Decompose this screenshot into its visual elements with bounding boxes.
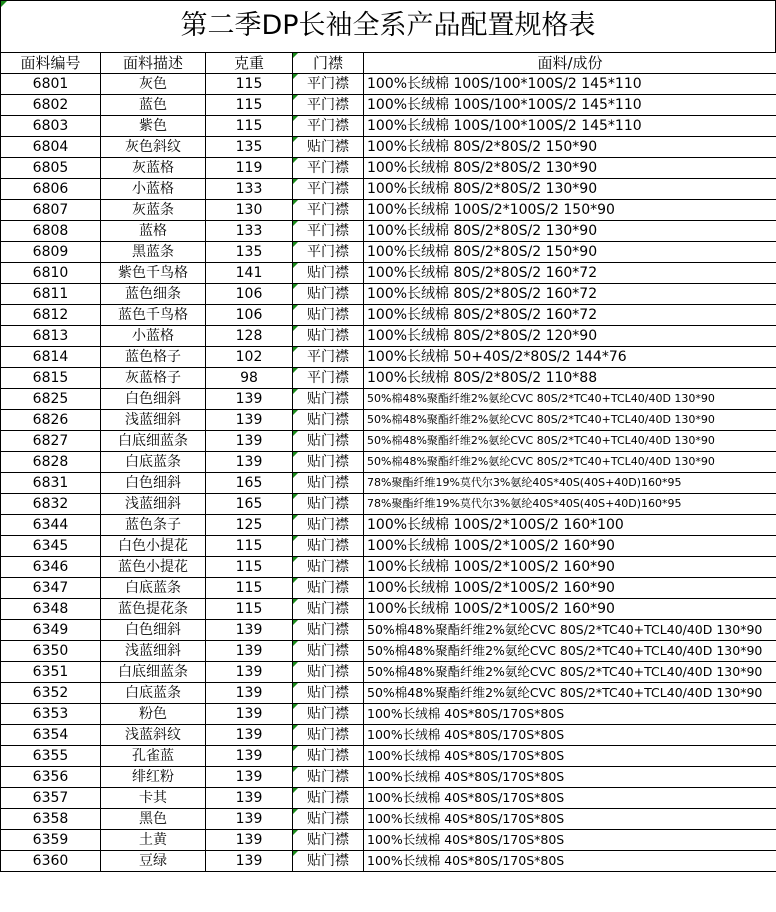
cell-weight[interactable]: 139 bbox=[206, 851, 293, 872]
table-row bbox=[1, 830, 776, 851]
cell-desc[interactable]: 蓝色格子 bbox=[101, 347, 206, 368]
cell-code[interactable]: 6345 bbox=[1, 536, 101, 557]
cell-desc[interactable]: 黑蓝条 bbox=[101, 242, 206, 263]
cell-desc[interactable]: 白色细斜 bbox=[101, 389, 206, 410]
table-row bbox=[1, 74, 776, 95]
table-row bbox=[1, 473, 776, 494]
cell-door[interactable]: 平门襟 bbox=[293, 347, 364, 368]
table-title: 第二季DP长袖全系产品配置规格表 bbox=[180, 10, 596, 41]
cell-comp[interactable]: 100%长绒棉 40S*80S/170S*80S bbox=[364, 767, 776, 788]
table-row bbox=[1, 284, 776, 305]
cell-door[interactable]: 贴门襟 bbox=[293, 578, 364, 599]
header-row bbox=[1, 53, 776, 74]
cell-weight[interactable]: 139 bbox=[206, 830, 293, 851]
cell-desc[interactable]: 小蓝格 bbox=[101, 179, 206, 200]
cell-desc[interactable]: 浅蓝细斜 bbox=[101, 410, 206, 431]
table-row bbox=[1, 599, 776, 620]
cell-desc[interactable]: 蓝色条子 bbox=[101, 515, 206, 536]
cell-door[interactable]: 贴门襟 bbox=[293, 389, 364, 410]
cell-weight[interactable]: 139 bbox=[206, 683, 293, 704]
cell-comp[interactable]: 100%长绒棉 100S/100*100S/2 145*110 bbox=[364, 95, 776, 116]
table-row bbox=[1, 767, 776, 788]
spec-table bbox=[0, 52, 776, 872]
cell-weight[interactable]: 98 bbox=[206, 368, 293, 389]
cell-desc[interactable]: 浅蓝斜纹 bbox=[101, 725, 206, 746]
table-row bbox=[1, 578, 776, 599]
cell-door[interactable]: 贴门襟 bbox=[293, 767, 364, 788]
cell-code[interactable]: 6804 bbox=[1, 137, 101, 158]
table-row bbox=[1, 494, 776, 515]
cell-code[interactable]: 6828 bbox=[1, 452, 101, 473]
cell-desc[interactable]: 蓝色千鸟格 bbox=[101, 305, 206, 326]
cell-weight[interactable]: 139 bbox=[206, 788, 293, 809]
table-row bbox=[1, 557, 776, 578]
cell-weight[interactable]: 139 bbox=[206, 704, 293, 725]
cell-comp[interactable]: 100%长绒棉 40S*80S/170S*80S bbox=[364, 725, 776, 746]
cell-door[interactable]: 贴门襟 bbox=[293, 284, 364, 305]
cell-weight[interactable]: 139 bbox=[206, 725, 293, 746]
cell-code[interactable]: 6352 bbox=[1, 683, 101, 704]
cell-comp[interactable]: 100%长绒棉 100S/2*100S/2 160*90 bbox=[364, 578, 776, 599]
cell-comp[interactable]: 100%长绒棉 50+40S/2*80S/2 144*76 bbox=[364, 347, 776, 368]
cell-weight[interactable]: 139 bbox=[206, 641, 293, 662]
cell-comp[interactable]: 100%长绒棉 100S/2*100S/2 150*90 bbox=[364, 200, 776, 221]
header-door[interactable]: 门襟 bbox=[293, 53, 364, 74]
cell-weight[interactable]: 139 bbox=[206, 809, 293, 830]
cell-comp[interactable]: 100%长绒棉 100S/2*100S/2 160*90 bbox=[364, 536, 776, 557]
cell-door[interactable]: 贴门襟 bbox=[293, 746, 364, 767]
cell-code[interactable]: 6831 bbox=[1, 473, 101, 494]
cell-comp[interactable]: 100%长绒棉 80S/2*80S/2 150*90 bbox=[364, 137, 776, 158]
header-weight[interactable]: 克重 bbox=[206, 53, 293, 74]
table-row bbox=[1, 158, 776, 179]
cell-desc[interactable]: 白色细斜 bbox=[101, 473, 206, 494]
cell-weight[interactable]: 115 bbox=[206, 557, 293, 578]
table-row bbox=[1, 704, 776, 725]
cell-weight[interactable]: 139 bbox=[206, 431, 293, 452]
cell-weight[interactable]: 115 bbox=[206, 74, 293, 95]
cell-code[interactable]: 6807 bbox=[1, 200, 101, 221]
cell-weight[interactable]: 115 bbox=[206, 599, 293, 620]
table-row bbox=[1, 347, 776, 368]
cell-desc[interactable]: 白底蓝条 bbox=[101, 578, 206, 599]
cell-desc[interactable]: 白底细蓝条 bbox=[101, 662, 206, 683]
cell-code[interactable]: 6810 bbox=[1, 263, 101, 284]
table-row bbox=[1, 788, 776, 809]
cell-door[interactable]: 贴门襟 bbox=[293, 473, 364, 494]
cell-comp[interactable]: 50%棉48%聚酯纤维2%氨纶CVC 80S/2*TC40+TCL40/40D 130*90 bbox=[364, 683, 776, 704]
cell-code[interactable]: 6826 bbox=[1, 410, 101, 431]
cell-comp[interactable]: 100%长绒棉 40S*80S/170S*80S bbox=[364, 788, 776, 809]
cell-code[interactable]: 6346 bbox=[1, 557, 101, 578]
cell-desc[interactable]: 白色细斜 bbox=[101, 620, 206, 641]
table-row bbox=[1, 368, 776, 389]
cell-desc[interactable]: 浅蓝细斜 bbox=[101, 641, 206, 662]
cell-comp[interactable]: 100%长绒棉 40S*80S/170S*80S bbox=[364, 746, 776, 767]
table-row bbox=[1, 116, 776, 137]
cell-weight[interactable]: 141 bbox=[206, 263, 293, 284]
cell-door[interactable]: 贴门襟 bbox=[293, 851, 364, 872]
cell-door[interactable]: 贴门襟 bbox=[293, 557, 364, 578]
cell-comp[interactable]: 50%棉48%聚酯纤维2%氨纶CVC 80S/2*TC40+TCL40/40D 130*90 bbox=[364, 641, 776, 662]
table-row bbox=[1, 662, 776, 683]
cell-weight[interactable]: 115 bbox=[206, 578, 293, 599]
cell-comp[interactable]: 100%长绒棉 40S*80S/170S*80S bbox=[364, 809, 776, 830]
cell-code[interactable]: 6356 bbox=[1, 767, 101, 788]
table-row bbox=[1, 263, 776, 284]
cell-door[interactable]: 贴门襟 bbox=[293, 515, 364, 536]
cell-weight[interactable]: 115 bbox=[206, 116, 293, 137]
cell-door[interactable]: 贴门襟 bbox=[293, 137, 364, 158]
cell-desc[interactable]: 卡其 bbox=[101, 788, 206, 809]
cell-desc[interactable]: 白色小提花 bbox=[101, 536, 206, 557]
cell-desc[interactable]: 蓝色提花条 bbox=[101, 599, 206, 620]
cell-weight[interactable]: 133 bbox=[206, 221, 293, 242]
cell-code[interactable]: 6353 bbox=[1, 704, 101, 725]
cell-desc[interactable]: 白底蓝条 bbox=[101, 452, 206, 473]
cell-door[interactable]: 贴门襟 bbox=[293, 788, 364, 809]
cell-comp[interactable]: 50%棉48%聚酯纤维2%氨纶CVC 80S/2*TC40+TCL40/40D 130*90 bbox=[364, 431, 776, 452]
cell-door[interactable]: 贴门襟 bbox=[293, 809, 364, 830]
cell-weight[interactable]: 139 bbox=[206, 410, 293, 431]
cell-comp[interactable]: 100%长绒棉 100S/2*100S/2 160*90 bbox=[364, 557, 776, 578]
cell-desc[interactable]: 粉色 bbox=[101, 704, 206, 725]
cell-comp[interactable]: 100%长绒棉 100S/2*100S/2 160*100 bbox=[364, 515, 776, 536]
cell-weight[interactable]: 165 bbox=[206, 473, 293, 494]
cell-comp[interactable]: 100%长绒棉 100S/100*100S/2 145*110 bbox=[364, 116, 776, 137]
cell-weight[interactable]: 139 bbox=[206, 620, 293, 641]
cell-comp[interactable]: 78%聚酯纤维19%莫代尔3%氨纶40S*40S(40S+40D)160*95 bbox=[364, 473, 776, 494]
cell-code[interactable]: 6357 bbox=[1, 788, 101, 809]
cell-desc[interactable]: 小蓝格 bbox=[101, 326, 206, 347]
cell-code[interactable]: 6347 bbox=[1, 578, 101, 599]
table-row bbox=[1, 536, 776, 557]
cell-weight[interactable]: 165 bbox=[206, 494, 293, 515]
cell-door[interactable]: 贴门襟 bbox=[293, 662, 364, 683]
table-row bbox=[1, 242, 776, 263]
cell-code[interactable]: 6815 bbox=[1, 368, 101, 389]
cell-comp[interactable]: 50%棉48%聚酯纤维2%氨纶CVC 80S/2*TC40+TCL40/40D 130*90 bbox=[364, 389, 776, 410]
cell-comp[interactable]: 100%长绒棉 80S/2*80S/2 130*90 bbox=[364, 179, 776, 200]
cell-weight[interactable]: 139 bbox=[206, 452, 293, 473]
cell-door[interactable]: 平门襟 bbox=[293, 242, 364, 263]
cell-weight[interactable]: 119 bbox=[206, 158, 293, 179]
cell-desc[interactable]: 灰色斜纹 bbox=[101, 137, 206, 158]
cell-door[interactable]: 平门襟 bbox=[293, 221, 364, 242]
cell-code[interactable]: 6809 bbox=[1, 242, 101, 263]
cell-door[interactable]: 贴门襟 bbox=[293, 263, 364, 284]
cell-code[interactable]: 6358 bbox=[1, 809, 101, 830]
table-row bbox=[1, 221, 776, 242]
cell-comp[interactable]: 100%长绒棉 80S/2*80S/2 160*72 bbox=[364, 263, 776, 284]
cell-code[interactable]: 6359 bbox=[1, 830, 101, 851]
cell-comp[interactable]: 100%长绒棉 80S/2*80S/2 150*90 bbox=[364, 242, 776, 263]
cell-desc[interactable]: 灰蓝格 bbox=[101, 158, 206, 179]
cell-desc[interactable]: 浅蓝细斜 bbox=[101, 494, 206, 515]
cell-weight[interactable]: 139 bbox=[206, 746, 293, 767]
cell-door[interactable]: 贴门襟 bbox=[293, 620, 364, 641]
cell-door[interactable]: 贴门襟 bbox=[293, 704, 364, 725]
table-row bbox=[1, 389, 776, 410]
header-desc[interactable]: 面料描述 bbox=[101, 53, 206, 74]
cell-door[interactable]: 贴门襟 bbox=[293, 452, 364, 473]
cell-weight[interactable]: 128 bbox=[206, 326, 293, 347]
cell-weight[interactable]: 115 bbox=[206, 536, 293, 557]
cell-code[interactable]: 6805 bbox=[1, 158, 101, 179]
cell-door[interactable]: 贴门襟 bbox=[293, 494, 364, 515]
cell-code[interactable]: 6812 bbox=[1, 305, 101, 326]
cell-code[interactable]: 6832 bbox=[1, 494, 101, 515]
cell-desc[interactable]: 孔雀蓝 bbox=[101, 746, 206, 767]
cell-weight[interactable]: 106 bbox=[206, 284, 293, 305]
cell-comp[interactable]: 100%长绒棉 80S/2*80S/2 110*88 bbox=[364, 368, 776, 389]
cell-code[interactable]: 6825 bbox=[1, 389, 101, 410]
cell-code[interactable]: 6814 bbox=[1, 347, 101, 368]
cell-door[interactable]: 贴门襟 bbox=[293, 410, 364, 431]
cell-weight[interactable]: 135 bbox=[206, 137, 293, 158]
cell-weight[interactable]: 102 bbox=[206, 347, 293, 368]
cell-code[interactable]: 6344 bbox=[1, 515, 101, 536]
cell-desc[interactable]: 土黄 bbox=[101, 830, 206, 851]
cell-code[interactable]: 6811 bbox=[1, 284, 101, 305]
cell-desc[interactable]: 绯红粉 bbox=[101, 767, 206, 788]
cell-desc[interactable]: 白底细蓝条 bbox=[101, 431, 206, 452]
cell-desc[interactable]: 灰蓝格子 bbox=[101, 368, 206, 389]
cell-code[interactable]: 6350 bbox=[1, 641, 101, 662]
cell-comp[interactable]: 100%长绒棉 40S*80S/170S*80S bbox=[364, 830, 776, 851]
cell-door[interactable]: 贴门襟 bbox=[293, 641, 364, 662]
cell-desc[interactable]: 紫色千鸟格 bbox=[101, 263, 206, 284]
cell-comp[interactable]: 100%长绒棉 80S/2*80S/2 160*72 bbox=[364, 284, 776, 305]
cell-comp[interactable]: 100%长绒棉 100S/100*100S/2 145*110 bbox=[364, 74, 776, 95]
cell-weight[interactable]: 139 bbox=[206, 662, 293, 683]
cell-comp[interactable]: 50%棉48%聚酯纤维2%氨纶CVC 80S/2*TC40+TCL40/40D 130*90 bbox=[364, 410, 776, 431]
cell-desc[interactable]: 黑色 bbox=[101, 809, 206, 830]
comment-marker-icon bbox=[1, 1, 7, 7]
cell-code[interactable]: 6349 bbox=[1, 620, 101, 641]
cell-door[interactable]: 贴门襟 bbox=[293, 725, 364, 746]
header-comp[interactable]: 面料/成份 bbox=[364, 53, 776, 74]
cell-comp[interactable]: 50%棉48%聚酯纤维2%氨纶CVC 80S/2*TC40+TCL40/40D 130*90 bbox=[364, 620, 776, 641]
cell-desc[interactable]: 蓝色细条 bbox=[101, 284, 206, 305]
cell-desc[interactable]: 白底蓝条 bbox=[101, 683, 206, 704]
table-title-cell[interactable] bbox=[0, 0, 776, 52]
header-code[interactable]: 面料编号 bbox=[1, 53, 101, 74]
table-row bbox=[1, 725, 776, 746]
cell-door[interactable]: 贴门襟 bbox=[293, 305, 364, 326]
cell-comp[interactable]: 100%长绒棉 80S/2*80S/2 120*90 bbox=[364, 326, 776, 347]
cell-code[interactable]: 6803 bbox=[1, 116, 101, 137]
cell-weight[interactable]: 135 bbox=[206, 242, 293, 263]
cell-desc[interactable]: 蓝色小提花 bbox=[101, 557, 206, 578]
cell-code[interactable]: 6355 bbox=[1, 746, 101, 767]
table-row bbox=[1, 326, 776, 347]
cell-comp[interactable]: 100%长绒棉 40S*80S/170S*80S bbox=[364, 851, 776, 872]
table-row bbox=[1, 305, 776, 326]
table-row bbox=[1, 851, 776, 872]
cell-weight[interactable]: 106 bbox=[206, 305, 293, 326]
cell-comp[interactable]: 100%长绒棉 80S/2*80S/2 130*90 bbox=[364, 221, 776, 242]
cell-door[interactable]: 贴门襟 bbox=[293, 683, 364, 704]
cell-code[interactable]: 6801 bbox=[1, 74, 101, 95]
cell-door[interactable]: 贴门襟 bbox=[293, 830, 364, 851]
cell-weight[interactable]: 115 bbox=[206, 95, 293, 116]
cell-weight[interactable]: 130 bbox=[206, 200, 293, 221]
cell-code[interactable]: 6808 bbox=[1, 221, 101, 242]
table-row bbox=[1, 452, 776, 473]
cell-code[interactable]: 6360 bbox=[1, 851, 101, 872]
cell-comp[interactable]: 50%棉48%聚酯纤维2%氨纶CVC 80S/2*TC40+TCL40/40D 130*90 bbox=[364, 662, 776, 683]
table-row bbox=[1, 200, 776, 221]
cell-code[interactable]: 6813 bbox=[1, 326, 101, 347]
cell-code[interactable]: 6806 bbox=[1, 179, 101, 200]
cell-door[interactable]: 平门襟 bbox=[293, 158, 364, 179]
table-row bbox=[1, 641, 776, 662]
cell-comp[interactable]: 50%棉48%聚酯纤维2%氨纶CVC 80S/2*TC40+TCL40/40D 130*90 bbox=[364, 452, 776, 473]
table-row bbox=[1, 179, 776, 200]
cell-desc[interactable]: 灰蓝条 bbox=[101, 200, 206, 221]
cell-code[interactable]: 6802 bbox=[1, 95, 101, 116]
cell-door[interactable]: 平门襟 bbox=[293, 200, 364, 221]
table-row bbox=[1, 809, 776, 830]
cell-weight[interactable]: 139 bbox=[206, 389, 293, 410]
cell-door[interactable]: 平门襟 bbox=[293, 368, 364, 389]
table-row bbox=[1, 95, 776, 116]
cell-desc[interactable]: 豆绿 bbox=[101, 851, 206, 872]
cell-code[interactable]: 6827 bbox=[1, 431, 101, 452]
cell-desc[interactable]: 灰色 bbox=[101, 74, 206, 95]
cell-door[interactable]: 贴门襟 bbox=[293, 326, 364, 347]
cell-comp[interactable]: 100%长绒棉 40S*80S/170S*80S bbox=[364, 704, 776, 725]
cell-comp[interactable]: 78%聚酯纤维19%莫代尔3%氨纶40S*40S(40S+40D)160*95 bbox=[364, 494, 776, 515]
cell-door[interactable]: 贴门襟 bbox=[293, 536, 364, 557]
table-row bbox=[1, 137, 776, 158]
table-row bbox=[1, 515, 776, 536]
table-row bbox=[1, 431, 776, 452]
table-row bbox=[1, 746, 776, 767]
cell-door[interactable]: 贴门襟 bbox=[293, 599, 364, 620]
table-row bbox=[1, 620, 776, 641]
cell-desc[interactable]: 蓝色 bbox=[101, 95, 206, 116]
cell-code[interactable]: 6348 bbox=[1, 599, 101, 620]
cell-comp[interactable]: 100%长绒棉 80S/2*80S/2 160*72 bbox=[364, 305, 776, 326]
table-row bbox=[1, 683, 776, 704]
cell-door[interactable]: 贴门襟 bbox=[293, 431, 364, 452]
cell-code[interactable]: 6354 bbox=[1, 725, 101, 746]
cell-comp[interactable]: 100%长绒棉 80S/2*80S/2 130*90 bbox=[364, 158, 776, 179]
cell-weight[interactable]: 139 bbox=[206, 767, 293, 788]
cell-desc[interactable]: 蓝格 bbox=[101, 221, 206, 242]
cell-desc[interactable]: 紫色 bbox=[101, 116, 206, 137]
cell-weight[interactable]: 133 bbox=[206, 179, 293, 200]
table-row bbox=[1, 410, 776, 431]
cell-door[interactable]: 平门襟 bbox=[293, 95, 364, 116]
cell-door[interactable]: 平门襟 bbox=[293, 74, 364, 95]
cell-door[interactable]: 平门襟 bbox=[293, 179, 364, 200]
cell-comp[interactable]: 100%长绒棉 100S/2*100S/2 160*90 bbox=[364, 599, 776, 620]
cell-weight[interactable]: 125 bbox=[206, 515, 293, 536]
cell-door[interactable]: 平门襟 bbox=[293, 116, 364, 137]
cell-code[interactable]: 6351 bbox=[1, 662, 101, 683]
